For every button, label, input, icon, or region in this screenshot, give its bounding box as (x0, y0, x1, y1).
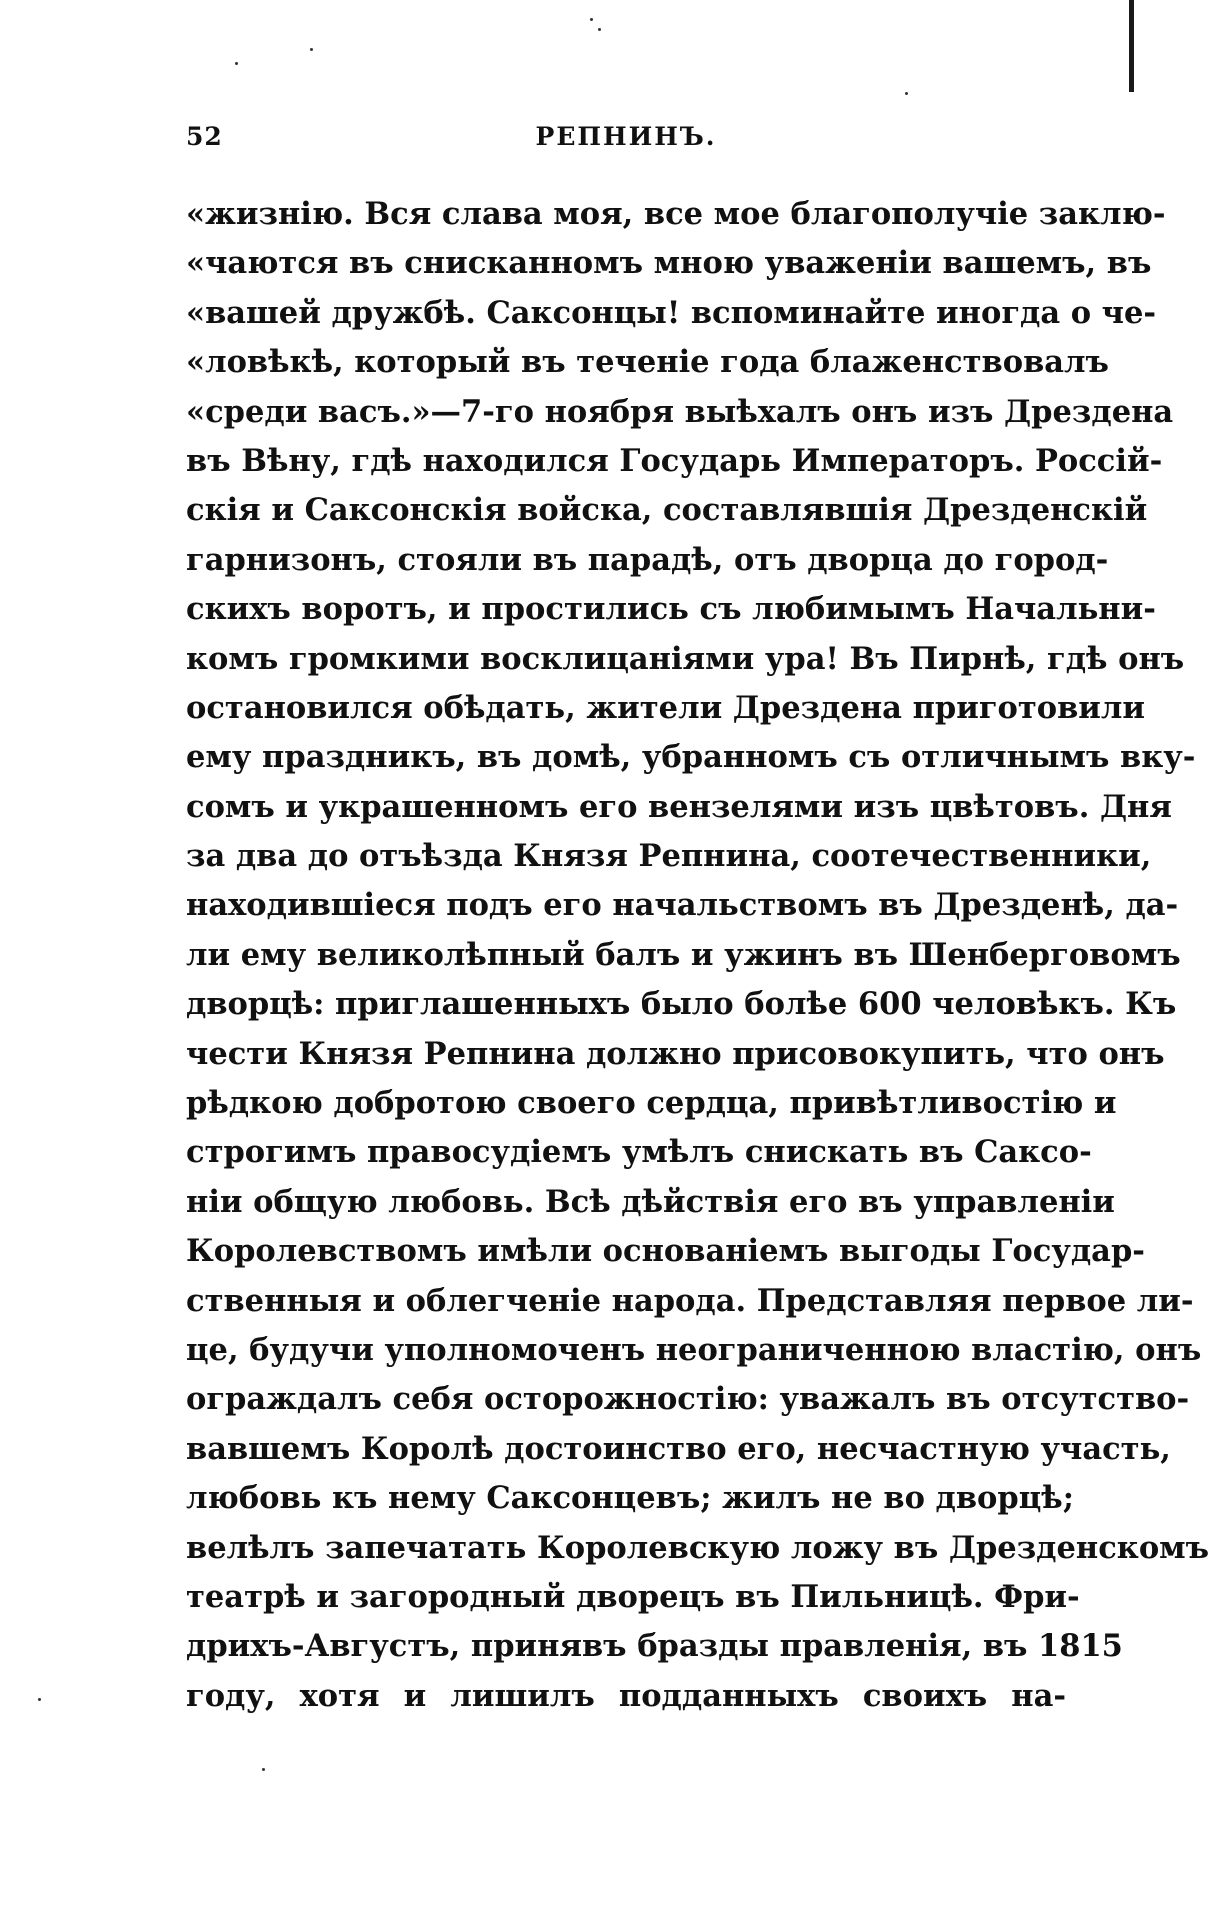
text-line: строгимъ правосудіемъ умѣлъ снискать въ Саксо- (186, 1134, 1092, 1171)
text-line: дрихъ-Августъ, принявъ бразды правленія, въ 1815 (186, 1628, 1123, 1665)
text-line: рѣдкою добротою своего сердца, привѣтливостію и (186, 1085, 1117, 1122)
text-line: году, хотя и лишилъ подданныхъ своихъ на- (186, 1677, 1066, 1714)
print-speck (905, 92, 908, 95)
text-line: це, будучи уполномоченъ неограниченною властію, онъ (186, 1331, 1202, 1368)
print-speck (310, 48, 313, 51)
text-line: комъ громкими восклицаніями ура! Въ Пирнѣ, гдѣ онъ (186, 640, 1185, 677)
text-line: скихъ воротъ, и простились съ любимымъ Начальни- (186, 591, 1156, 628)
text-line: театрѣ и загородный дворецъ въ Пильницѣ. Фри- (186, 1578, 1080, 1615)
text-line: «вашей дружбѣ. Саксонцы! вспоминайте иногда о че- (186, 294, 1157, 331)
text-line: дворцѣ: приглашенныхъ было болѣе 600 человѣкъ. Къ (186, 986, 1177, 1023)
text-line: скія и Саксонскія войска, составлявшія Дрезденскій (186, 492, 1148, 529)
text-line: ли ему великолѣпный балъ и ужинъ въ Шенберговомъ (186, 936, 1181, 973)
print-speck (38, 1698, 41, 1701)
text-line: ему праздникъ, въ домѣ, убранномъ съ отличнымъ вку- (186, 739, 1196, 776)
page-header (186, 122, 1066, 158)
text-line: велѣлъ запечатать Королевскую ложу въ Дрезденскомъ (186, 1529, 1209, 1566)
page-edge-rule (1129, 0, 1134, 92)
text-line: «среди васъ.»—7-го ноября выѣхалъ онъ изъ Дрездена (186, 393, 1174, 430)
text-line: ограждалъ себя осторожностію: уважалъ въ отсутство- (186, 1381, 1190, 1418)
running-title: РЕПНИНЪ. (535, 122, 717, 151)
text-line: любовь къ нему Саксонцевъ; жилъ не во дворцѣ; (186, 1480, 1074, 1517)
print-speck (590, 18, 593, 21)
print-speck (262, 1768, 265, 1771)
text-line: въ Вѣну, гдѣ находился Государь Императоръ. Россій- (186, 442, 1163, 479)
text-line: ственныя и облегченіе народа. Представляя первое ли- (186, 1282, 1194, 1319)
print-speck (598, 28, 601, 31)
text-line: сомъ и украшенномъ его вензелями изъ цвѣтовъ. Дня (186, 788, 1172, 825)
text-line: вавшемъ Королѣ достоинство его, несчастную участь, (186, 1430, 1171, 1467)
body-text (186, 190, 1209, 1721)
text-line: находившіеся подъ его начальствомъ въ Дрезденѣ, да- (186, 887, 1179, 924)
text-line: «ловѣкѣ, который въ теченіе года блаженствовалъ (186, 344, 1109, 381)
text-line: «чаются въ снисканномъ мною уваженіи вашемъ, въ (186, 245, 1152, 282)
text-line: Королевствомъ имѣли основаніемъ выгоды Государ- (186, 1233, 1145, 1270)
text-line: чести Князя Репнина должно присовокупить, что онъ (186, 1035, 1165, 1072)
page-number: 52 (186, 122, 223, 151)
text-line: гарнизонъ, стояли въ парадѣ, отъ дворца до город- (186, 541, 1109, 578)
print-speck (235, 62, 238, 65)
text-line: за два до отъѣзда Князя Репнина, соотечественники, (186, 838, 1152, 875)
text-line: остановился обѣдать, жители Дрездена приготовили (186, 689, 1146, 726)
text-line: ніи общую любовь. Всѣ дѣйствія его въ управленіи (186, 1183, 1115, 1220)
text-line: «жизнію. Вся слава моя, все мое благополучіе заклю- (186, 196, 1166, 232)
